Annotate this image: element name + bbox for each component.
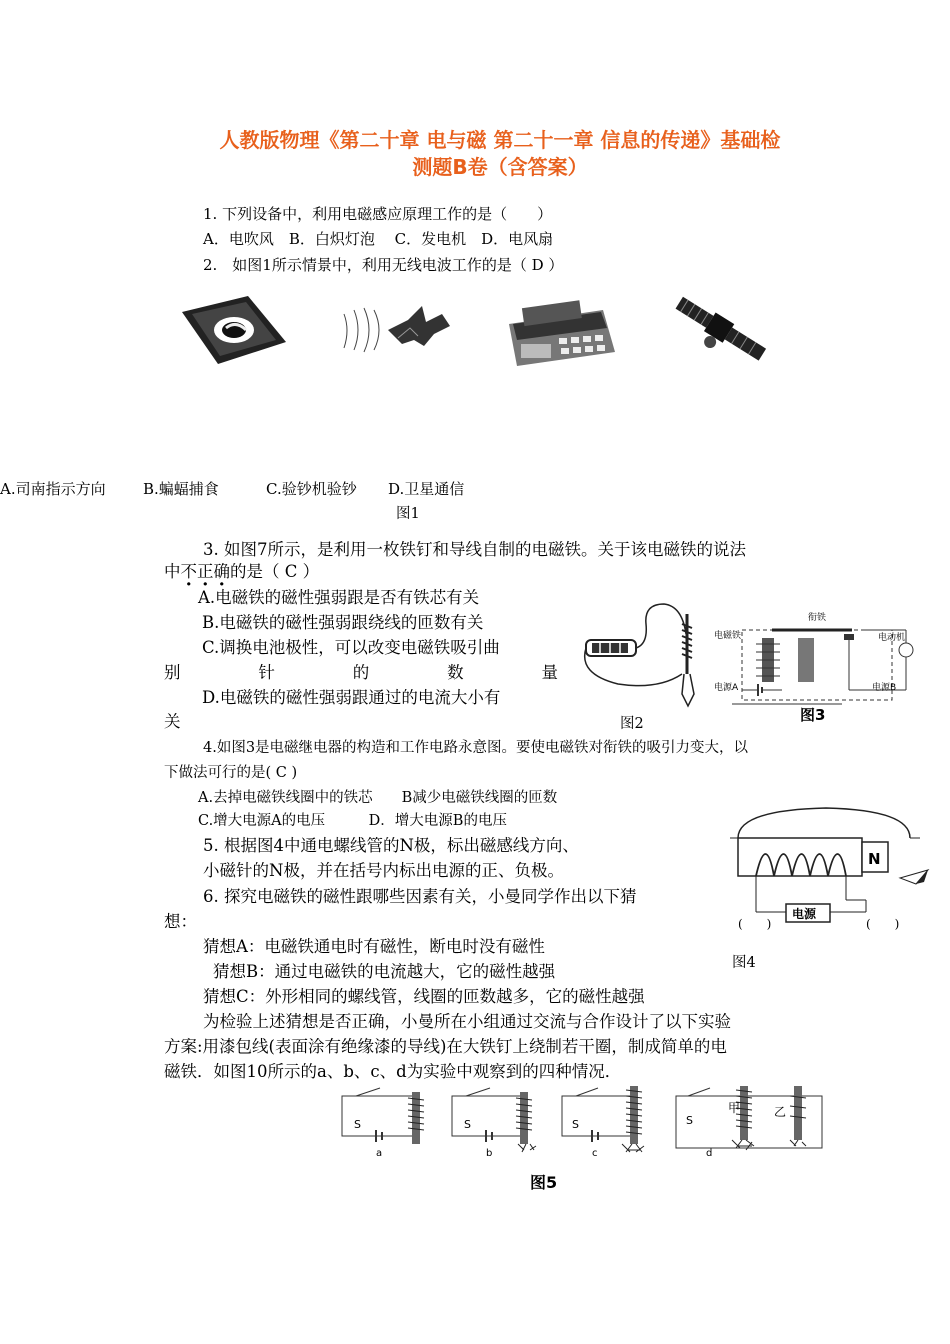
fig5-panel-d (676, 1086, 822, 1159)
svg-text:S: S (572, 1118, 579, 1131)
fig3-power-a-label: 电源A (714, 683, 739, 693)
fig5-panel-c (562, 1086, 644, 1159)
q3-option-c-line1: C.调换电池极性，可以改变电磁铁吸引曲 (202, 638, 500, 657)
fig3-label: 图3 (800, 706, 826, 724)
fig2-nail-electromagnet-image (578, 594, 708, 714)
q3-option-c-line2: 别 针 的 数 量 (164, 663, 558, 682)
fig1-label: 图1 (396, 506, 420, 522)
fig1-caption-a: A.司南指示方向 (0, 480, 106, 498)
q3-stem-line2: 中不正确的是（ C ） (164, 562, 320, 581)
fig1-sinan-image (178, 292, 290, 370)
q6-guess-b: 猜想B：通过电磁铁的电流越大，它的磁性越强 (213, 962, 556, 981)
q1-stem: 1. 下列设备中，利用电磁感应原理工作的是（ ） (203, 205, 553, 223)
svg-text:S: S (464, 1118, 471, 1131)
q6-paragraph-line1: 为检验上述猜想是否正确，小曼所在小组通过交流与合作设计了以下实验 (203, 1012, 731, 1031)
fig5-sub-a: a (376, 1148, 383, 1159)
q3-stem-line1: 3. 如图7所示，是利用一枚铁钉和导线自制的电磁铁。关于该电磁铁的说法 (203, 540, 746, 559)
svg-text:S: S (686, 1114, 693, 1127)
q3-option-d-line2: 关 (164, 712, 181, 731)
fig4-solenoid-image (716, 796, 944, 936)
q6-line2: 想： (164, 912, 197, 931)
q6-paragraph-line2: 方案:用漆包线(表面涂有绝缘漆的导线)在大铁钉上绕制若干圈，制成简单的电 (164, 1037, 727, 1056)
fig4-n-pole-label: N (868, 850, 881, 868)
emphasis-char: 不 (180, 562, 197, 581)
fig3-armature-label: 衔铁 (808, 613, 827, 623)
fig3-motor-label: 电动机 (878, 633, 906, 643)
fig1-caption-c: C.验钞机验钞 (266, 480, 357, 498)
q5-line1: 5. 根据图4中通电螺线管的N极，标出磁感线方向、 (203, 836, 579, 855)
svg-text:S: S (354, 1118, 361, 1131)
fig4-power-label: 电源 (792, 907, 817, 921)
q4-options-cd: C.增大电源A的电压 D．增大电源B的电压 (198, 813, 507, 829)
q6-guess-c: 猜想C：外形相同的螺线管，线圈的匝数越多，它的磁性越强 (203, 987, 645, 1006)
fig4-left-paren: ( ) (738, 917, 772, 931)
fig5-jia-label: 甲 (728, 1101, 741, 1115)
fig5-experiments-image (336, 1082, 832, 1162)
page-title-line1: 人教版物理《第二十章 电与磁 第二十一章 信息的传递》基础检 (219, 128, 781, 152)
fig5-label: 图5 (530, 1173, 558, 1192)
q1-options: A．电吹风 B．白炽灯泡 C．发电机 D．电风扇 (203, 230, 554, 248)
fig1-bat-image (338, 300, 456, 362)
emphasis-char: 正 (197, 562, 214, 581)
page-title-line2: 测题B卷（含答案） (412, 155, 588, 179)
q3-option-b: B.电磁铁的磁性强弱跟绕线的匝数有关 (202, 613, 484, 632)
q6-guess-a: 猜想A：电磁铁通电时有磁性，断电时没有磁性 (203, 937, 545, 956)
fig2-label: 图2 (620, 716, 644, 732)
q6-paragraph-line3: 磁铁．如图10所示的a、b、c、d为实验中观察到的四种情况． (164, 1062, 622, 1081)
fig3-electromagnet-label: 电磁铁 (714, 631, 742, 641)
fig4-right-paren: ( ) (866, 917, 900, 931)
q5-line2: 小磁针的N极，并在括号内标出电源的正、负极。 (203, 861, 564, 880)
q3-option-d-line1: D.电磁铁的磁性强弱跟通过的电流大小有 (202, 688, 501, 707)
fig1-caption-b: B.蝙蝠捕食 (143, 480, 219, 498)
q3-option-a: A.电磁铁的磁性强弱跟是否有铁芯有关 (198, 588, 480, 607)
q6-line1: 6. 探究电磁铁的磁性跟哪些因素有关，小曼同学作出以下猜 (203, 887, 637, 906)
fig5-panel-b (452, 1088, 536, 1159)
fig5-sub-d: d (706, 1148, 713, 1159)
fig1-caption-d: D.卫星通信 (388, 480, 465, 498)
fig1-satellite-image (662, 294, 772, 368)
fig5-sub-b: b (486, 1148, 493, 1159)
fig5-sub-c: c (592, 1148, 598, 1159)
q4-options-ab: A.去掉电磁铁线圈中的铁芯 B减少电磁铁线圈的匝数 (198, 790, 558, 806)
fig5-panel-a (342, 1088, 424, 1159)
emphasis-char: 确 (213, 562, 230, 581)
q4-stem-line2: 下做法可行的是( C ) (164, 765, 298, 781)
fig1-money-detector-image (503, 294, 619, 370)
fig3-power-b-label: 电源B (872, 683, 897, 693)
fig5-yi-label: 乙 (774, 1105, 787, 1119)
q4-stem-line1: 4.如图3是电磁继电器的构造和工作电路永意图。要使电磁铁对衔铁的吸引力变大，以 (203, 740, 749, 756)
fig4-label: 图4 (732, 955, 756, 971)
q2-stem: 2. 如图1所示情景中，利用无线电波工作的是（ D ） (203, 256, 564, 274)
